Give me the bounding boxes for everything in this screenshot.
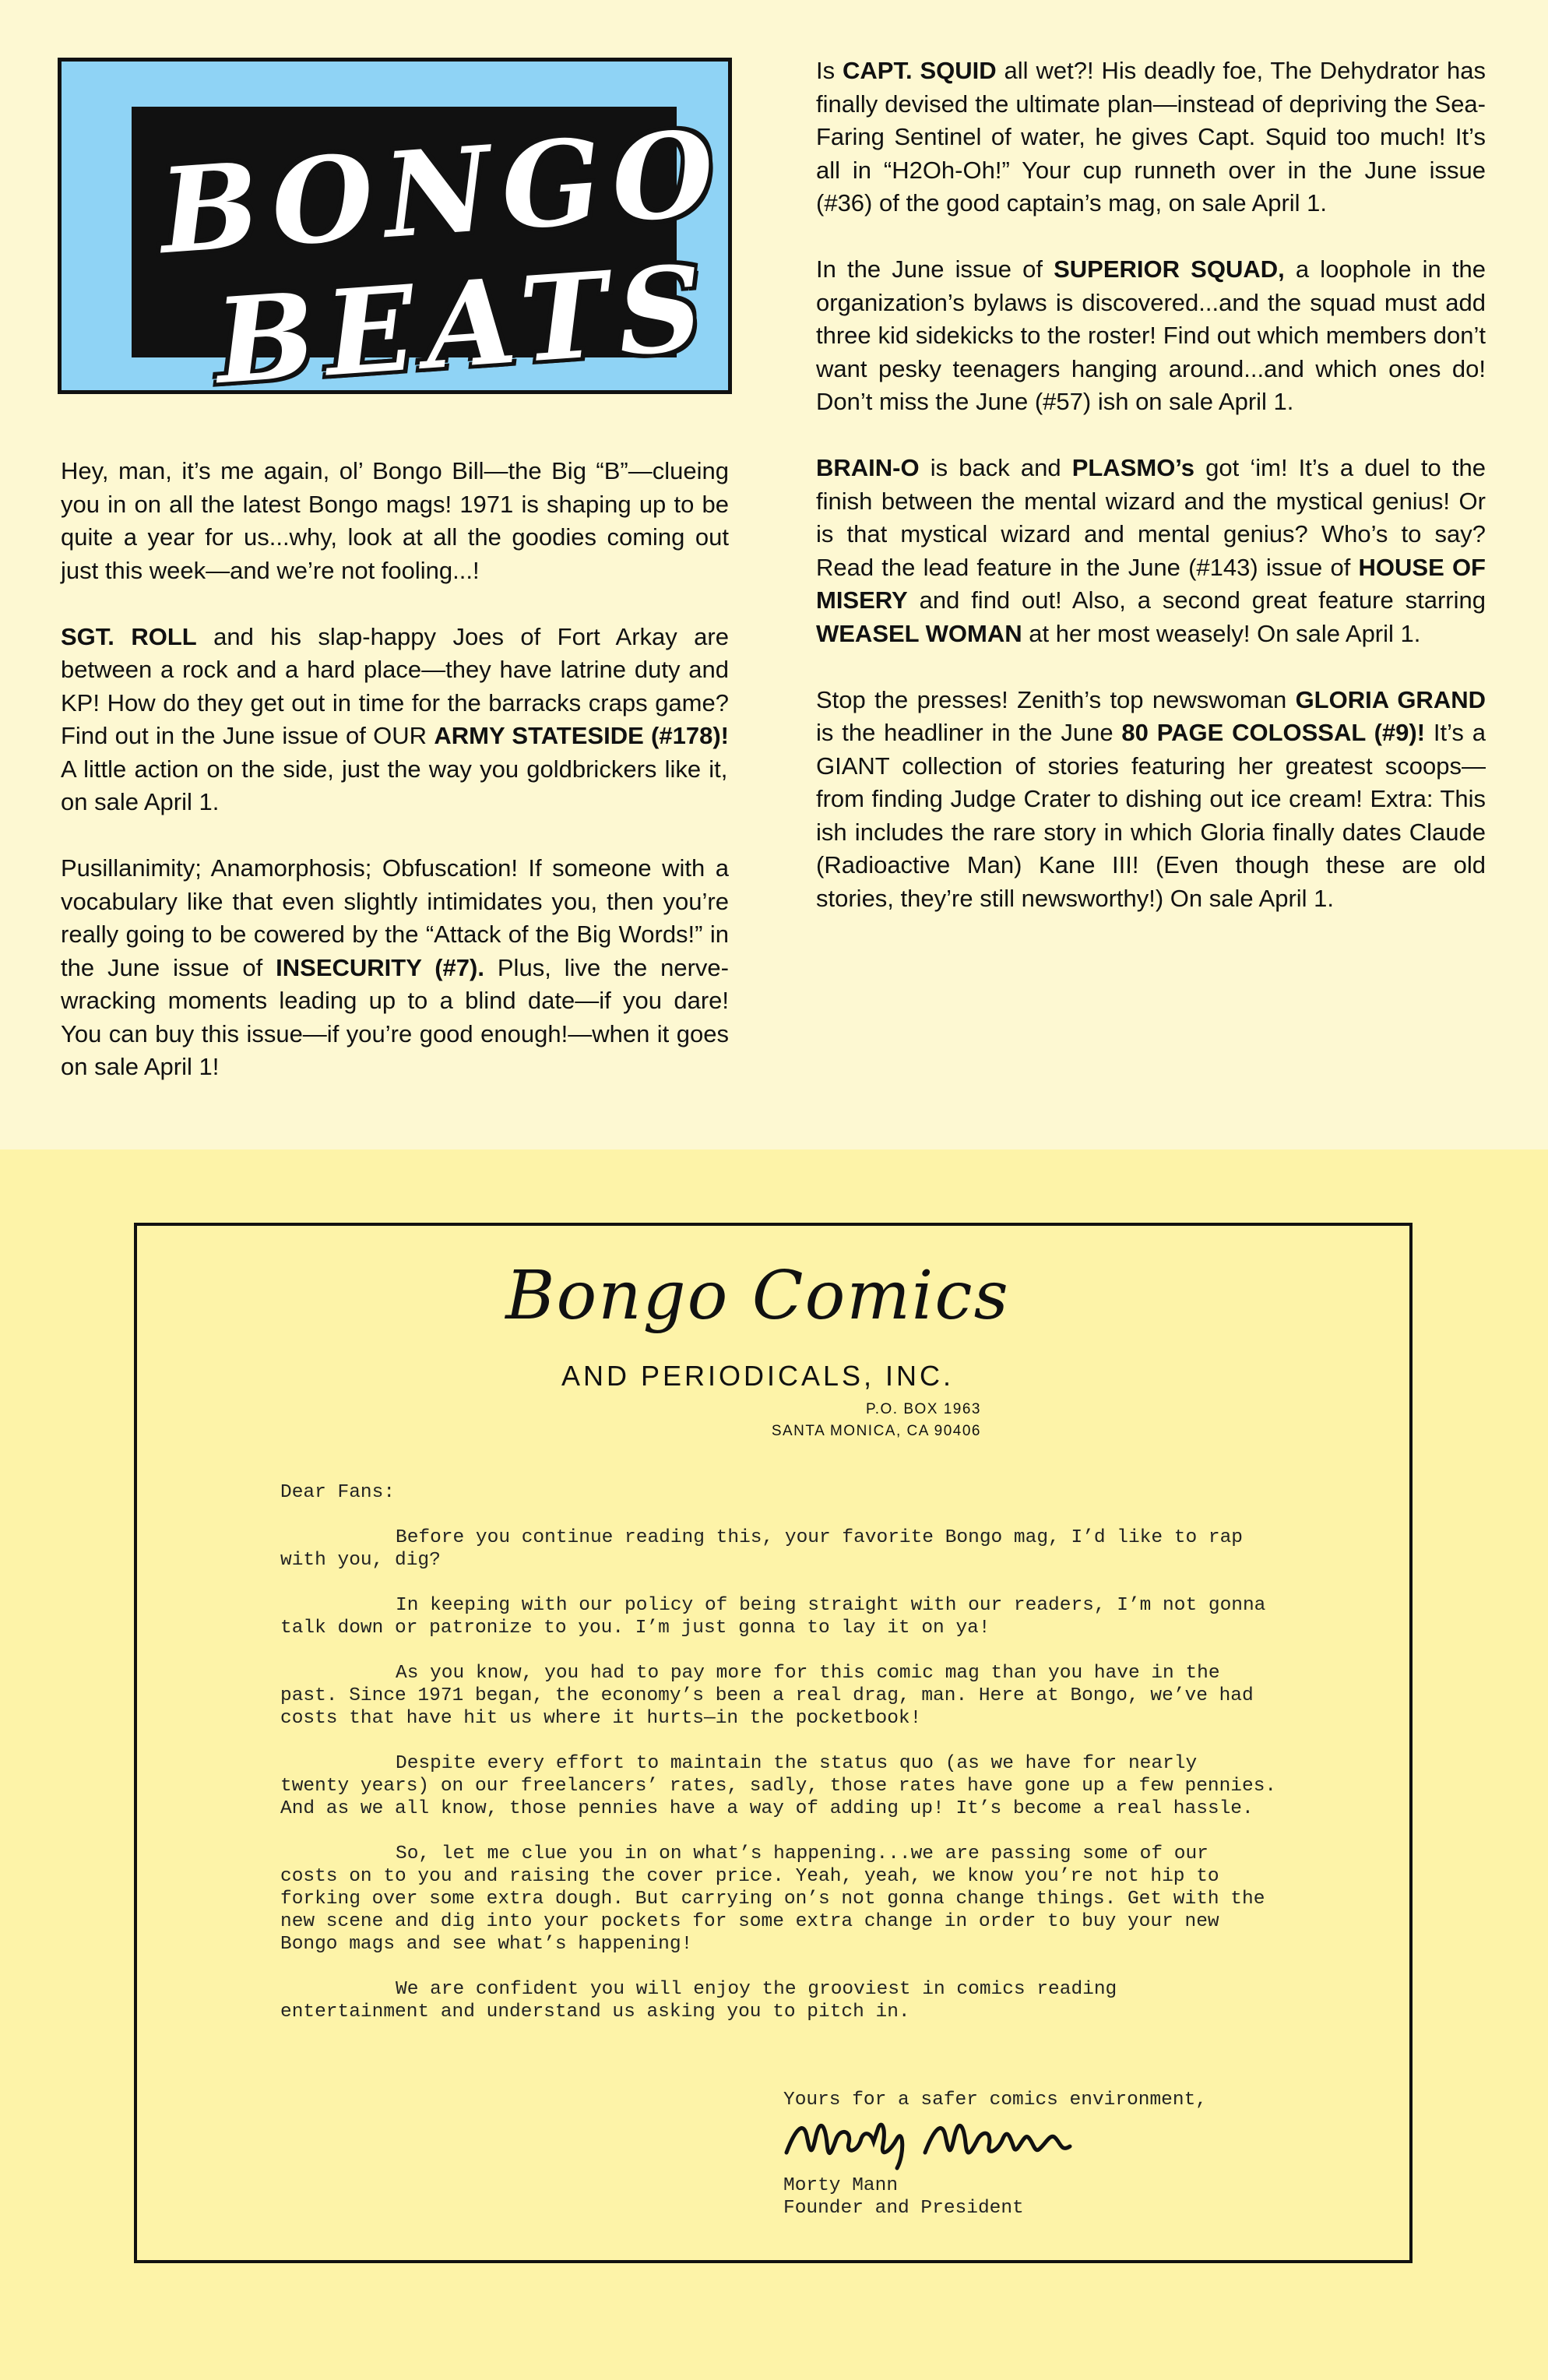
intro-paragraph: Hey, man, it’s me again, ol’ Bongo Bill—the Big “B”—clueing you in on all the latest Bongo mags! 1971 is shaping up to be quite a year for us...why, look at all the goodies coming out just this week—and we’re not fooling...! [61,457,729,584]
company-name: Bongo Comics [505,1257,1010,1335]
publisher-letter [134,1223,1413,2263]
company-subtitle: AND PERIODICALS, INC. [561,1360,955,1392]
capt-squid-paragraph: Is CAPT. SQUID all wet?! His deadly foe, The Dehydrator has finally devised the ultimate plan—instead of depriving the Sea-Faring Sentinel of water, he gives Capt. Squid too much! It’s all in “H2Oh-Oh!” Your cup runneth over in the June issue (#36) of the good captain’s mag, on sale April 1. [816,57,1486,217]
letter-salutation: Dear Fans: [280,1482,396,1503]
brain-o-paragraph: BRAIN-O is back and PLASMO’s got ‘im! It’s a duel to the finish between the mental wizard and the mystical genius! Or is that mystical wizard and mental genius? Who’s to say? Read the lead feature in the June (#143) issue of HOUSE OF MISERY and find out! Also, a second great feature starring WEASEL WOMAN at her most weasely! On sale April 1. [816,454,1486,647]
company-address: P.O. BOX 1963 SANTA MONICA, CA 90406 [771,1401,981,1439]
letter-paragraph: We are confident you will enjoy the grooviest in comics reading entertainment and understand us asking you to pitch in. [280,1979,1128,2023]
sgt-roll-paragraph: SGT. ROLL and his slap-happy Joes of Fort Arkay are between a rock and a hard place—they have latrine duty and KP! How do they get out in time for the barracks craps game? Find out in the June issue of OUR ARMY STATESIDE (#178)! A little action on the side, just the way you goldbrickers like it, on sale April 1. [61,622,729,815]
letter-paragraph: Despite every effort to maintain the status quo (as we have for nearly twenty years) on our freelancers’ rates, sadly, those rates have gone up a few pennies. And as we all know, those pennies have a way of adding up! It’s become a real hassle. [280,1753,1288,1819]
logo-black-panel [132,104,730,411]
left-column [61,455,729,1117]
right-column [816,55,1486,949]
letter-body [280,1481,1288,2046]
handwritten-signature [780,2104,1076,2174]
insecurity-paragraph: Pusillanimity; Anamorphosis; Obfuscation! If someone with a vocabulary like that even slightly intimidates you, then you’re really going to be cowered by the “Attack of the Big Words!” in the June issue of INSECURITY (#7). Plus, live the nerve-wracking moments leading up to a blind date—if you dare! You can buy this issue—if you’re good enough!—when it goes on sale April 1! [61,854,729,1080]
logo-line-beats: BEATS [211,238,718,411]
letter-signer: Morty Mann Founder and President [783,2175,1024,2219]
bongo-beats-logo [58,58,732,411]
letter-paragraph: So, let me clue you in on what’s happening...we are passing some of our costs on to you and raising the cover price. Yeah, yeah, we know you’re not hip to forking over some extra dough. But carrying on’s not gonna change things. Get with the new scene and dig into your pockets for some extra change in order to buy your new Bongo mags and see what’s happening! [280,1843,1277,1955]
letter-paragraph: Before you continue reading this, your favorite Bongo mag, I’d like to rap with you, dig? [280,1527,1254,1571]
letter-closing: Yours for a safer comics environment, [783,2090,1207,2111]
superior-squad-paragraph: In the June issue of SUPERIOR SQUAD, a loophole in the organization’s bylaws is discovered...and the squad must add three kid sidekicks to the roster! Find out which members don’t want pesky teenagers hanging around...and which ones do! Don’t miss the June (#57) ish on sale April 1. [816,255,1486,415]
letter-paragraph: In keeping with our policy of being straight with our readers, I’m not gonna talk down or patronize to you. I’m just gonna to lay it on ya! [280,1595,1278,1639]
logo-line-bongo: BONGO [155,104,730,281]
letter-paragraph: As you know, you had to pay more for this comic mag than you have in the past. Since 1971 began, the economy’s been a real drag, man. Here at Bongo, we’ve had costs that have hit us where it hurts—in the pocketbook! [280,1663,1265,1729]
gloria-grand-paragraph: Stop the presses! Zenith’s top newswoman GLORIA GRAND is the headliner in the June 80 PAGE COLOSSAL (#9)! It’s a GIANT collection of stories featuring her greatest scoops—from finding Judge Crater to dishing out ice cream! Extra: This ish includes the rare story in which Gloria finally dates Claude (Radioactive Man) Kane III! (Even though these are old stories, they’re still newsworthy!) On sale April 1. [816,685,1486,912]
